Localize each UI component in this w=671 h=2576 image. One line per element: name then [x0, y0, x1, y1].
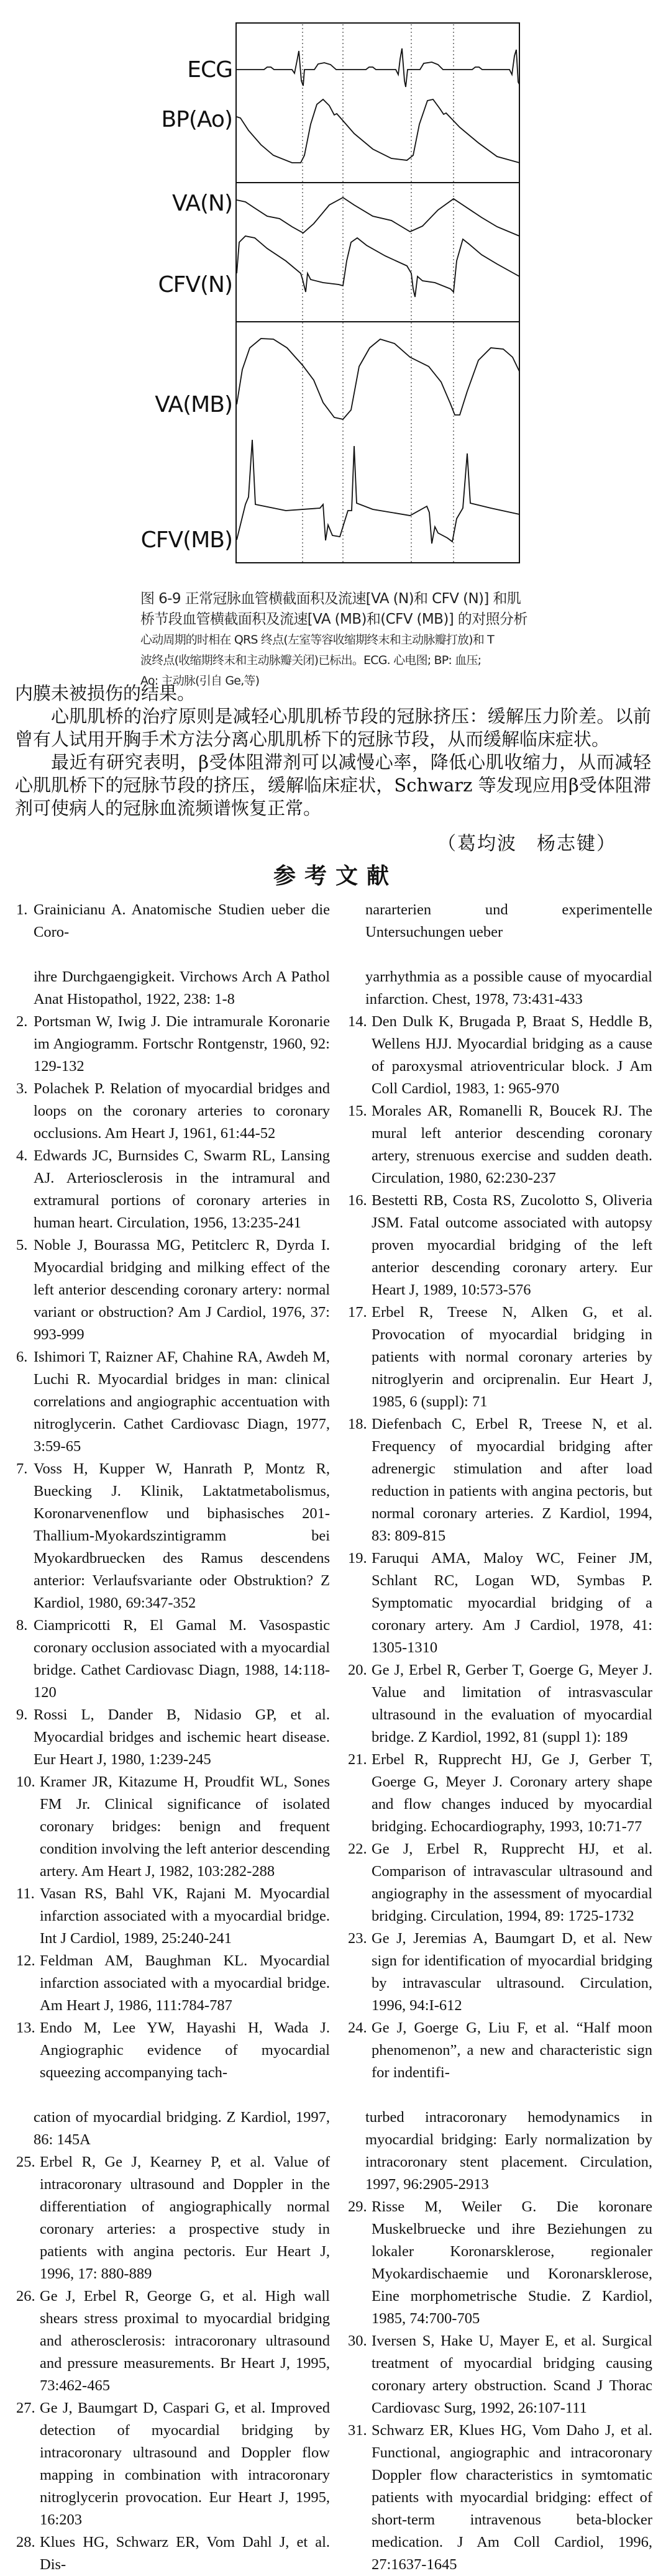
caption-line: 图 6-9 正常冠脉血管横截面积及流速[VA (N)和 CFV (N)] 和肌	[140, 591, 521, 607]
reference-item	[348, 899, 652, 944]
reference-number: 3.	[16, 1080, 28, 1097]
reference-text: Ishimori T, Raizner AF, Chahine RA, Awdeh M, Luchi R. Myocardial bridges in man: clinical correlations and angiographic accentuation with nitroglycerin. Cathet Cardiovasc Diagn, 1977, 3:59-65	[34, 1349, 330, 1455]
reference-text: Faruqui AMA, Maloy WC, Feiner JM, Schlant RC, Logan WD, Symbas P. Symptomatic myocardial bridging of a coronary artery. Am J Cardiol, 1978, 41: 1305-1310	[372, 1550, 652, 1656]
reference-number: 19.	[348, 1550, 367, 1567]
reference-number: 24.	[348, 2019, 367, 2036]
column-break-gap	[16, 2084, 330, 2106]
reference-text: Erbel R, Treese N, Alken G, et al. Provocation of myocardial bridging in patients with normal coronary arteries by nitroglyerin and orciprenalin. Eur Heart J, 1985, 6 (suppl): 71	[372, 1304, 652, 1410]
reference-item	[16, 1704, 330, 1771]
reference-text: yarrhythmia as a possible cause of myocardial infarction. Chest, 1978, 73:431-433	[365, 968, 652, 1008]
va-mb-trace	[237, 339, 519, 419]
reference-number: 22.	[348, 1841, 367, 1857]
reference-text: Vasan RS, Bahl VK, Rajani M. Myocardial infarction associated with a myocardial bridge. Int J Cardiol, 1989, 25:240-241	[40, 1885, 330, 1947]
reference-text: Grainicianu A. Anatomische Studien ueber die Coro-	[34, 901, 330, 940]
reference-item	[348, 2196, 652, 2330]
reference-text: Klues HG, Schwarz ER, Vom Dahl J, et al. Dis-	[40, 2534, 330, 2573]
reference-item	[348, 1100, 652, 1190]
reference-item	[348, 1749, 652, 1838]
column-break-gap	[16, 944, 330, 966]
reference-number: 25.	[16, 2154, 35, 2170]
reference-item	[348, 1659, 652, 1749]
reference-item	[16, 2397, 330, 2531]
reference-text: Endo M, Lee YW, Hayashi H, Wada J. Angiographic evidence of myocardial squeezing accompanying tach-	[40, 2019, 330, 2081]
va-n-trace	[237, 198, 519, 236]
ecg-trace	[237, 48, 519, 87]
reference-item	[16, 1614, 330, 1704]
caption-line: 心动周期的时相在 QRS 终点(左室等容收缩期终末和主动脉瓣打放)和 T	[140, 633, 494, 647]
reference-number: 27.	[16, 2400, 35, 2416]
reference-number: 7.	[16, 1460, 28, 1477]
references-heading: 参考文献	[273, 863, 398, 889]
reference-item	[16, 2106, 330, 2151]
trace-label-bp-ao: BP(Ao)	[161, 107, 232, 132]
reference-text: Risse M, Weiler G. Die koronare Muskelbruecke und ihre Beziehungen zu lokaler Koronarsklerose, regionaler Myokardischaemie und Koronarsklerose, Eine morphometrische Studie. Z Kardiol, 1985, 74:700-705	[372, 2198, 652, 2327]
reference-text: Noble J, Bourassa MG, Petitclerc R, Dyrda I. Myocardial bridging and milking effect of the left anterior descending coronary artery: normal variant or obstruction? Am J Cardiol, 1976, 37: 993-999	[34, 1237, 330, 1343]
reference-number: 17.	[348, 1304, 367, 1321]
figure-6-9	[0, 0, 671, 568]
phase-marker-lines	[303, 24, 454, 563]
reference-item	[16, 1078, 330, 1145]
reference-item	[16, 1883, 330, 1950]
reference-item	[348, 2330, 652, 2419]
paragraph: 内膜未被损伤的结果。	[15, 683, 196, 704]
reference-text: Polachek P. Relation of myocardial bridges and loops on the coronary arteries to coronary occlusions. Am Heart J, 1961, 61:44-52	[34, 1080, 330, 1142]
reference-number: 26.	[16, 2288, 35, 2305]
reference-text: ihre Durchgaengigkeit. Virchows Arch A Pathol Anat Histopathol, 1922, 238: 1-8	[34, 968, 330, 1008]
caption-line: Ao: 主动脉(引自 Ge,等)	[140, 674, 260, 688]
reference-item	[16, 1145, 330, 1234]
figure-frame	[236, 23, 519, 563]
reference-text: Ge J, Goerge G, Liu F, et al. “Half moon phenomenon”, a new and characteristic sign for indentifi-	[372, 2019, 652, 2081]
reference-text: Feldman AM, Baughman KL. Myocardial infarction associated with a myocardial bridge. Am Heart J, 1986, 111:784-787	[40, 1952, 330, 2014]
reference-text: Den Dulk K, Brugada P, Braat S, Heddle B, Wellens HJJ. Myocardial bridging as a cause of paroxysmal atrioventricular block. J Am Coll Cardiol, 1983, 1: 965-970	[372, 1013, 652, 1097]
reference-item	[16, 2531, 330, 2576]
reference-text: Edwards JC, Burnsides C, Swarm RL, Lansing AJ. Arteriosclerosis in the intramural and extramural portions of coronary arteries in human heart. Circulation, 1956, 13:235-241	[34, 1147, 330, 1231]
reference-item	[16, 1458, 330, 1614]
reference-number: 28.	[16, 2534, 35, 2551]
caption-line: 桥节段血管横截面积及流速[VA (MB)和(CFV (MB)] 的对照分析	[140, 611, 527, 627]
references-right-column	[348, 899, 652, 2576]
reference-item	[348, 1927, 652, 2017]
reference-text: Ge J, Jeremias A, Baumgart D, et al. New sign for identification of myocardial bridging by intravascular ultrasound. Circulation, 1996, 94:I-612	[372, 1930, 652, 2014]
waveform-plot	[0, 0, 671, 568]
trace-label-cfv-n: CFV(N)	[158, 272, 232, 298]
cfv-n-trace	[237, 236, 519, 297]
body-text	[15, 682, 651, 820]
reference-item	[348, 1011, 652, 1100]
reference-text: Ciampricotti R, El Gamal M. Vasospastic coronary occlusion associated with a myocardial bridge. Cathet Cardiovasc Diagn, 1988, 14:118-120	[34, 1617, 330, 1701]
reference-item	[16, 1771, 330, 1883]
column-break-gap	[348, 944, 652, 966]
reference-text: turbed intracoronary hemodynamics in myocardial bridging: Early normalization by intracoronary stent placement. Circulation, 1997, 96:2905-2913	[365, 2109, 652, 2193]
reference-number: 29.	[348, 2198, 367, 2215]
reference-item	[348, 966, 652, 1011]
references-left-column	[16, 899, 330, 2576]
reference-item	[348, 2017, 652, 2084]
reference-item	[348, 2106, 652, 2196]
reference-text: Bestetti RB, Costa RS, Zucolotto S, Oliveria JSM. Fatal outcome associated with autopsy proven myocardial bridging of the left anterior descending coronary artery. Eur Heart J, 1989, 10:573-576	[372, 1192, 652, 1298]
reference-text: Schwarz ER, Klues HG, Vom Daho J, et al. Functional, angiographic and intracoronary Doppler flow characteristics in symtomatic patients with myocardial bridging: effect of short-term intravenous beta-blocker medication. J Am Coll Cardiol, 1996, 27:1637-1645	[372, 2422, 652, 2573]
reference-item	[348, 1838, 652, 1927]
reference-number: 9.	[16, 1706, 28, 1723]
reference-text: Morales AR, Romanelli R, Boucek RJ. The mural left anterior descending coronary artery, strenuous exercise and sudden death. Circulation, 1980, 62:230-237	[372, 1103, 652, 1186]
paragraph: 心肌肌桥的治疗原则是减轻心肌肌桥节段的冠脉挤压：缓解压力阶差。以前曾有人试用开胸手术方法分离心肌肌桥下的冠脉节段，从而缓解临床症状。	[15, 706, 651, 750]
reference-item	[16, 2285, 330, 2397]
reference-text: nararterien und experimentelle Untersuchungen ueber	[365, 901, 652, 940]
reference-number: 11.	[16, 1885, 35, 1902]
reference-number: 21.	[348, 1751, 367, 1768]
author-signature: （葛均波 杨志键）	[437, 833, 616, 855]
figure-caption	[140, 589, 526, 691]
reference-number: 23.	[348, 1930, 367, 1947]
trace-label-va-n: VA(N)	[172, 191, 232, 216]
reference-item	[348, 1413, 652, 1547]
reference-number: 12.	[16, 1952, 35, 1969]
reference-number: 30.	[348, 2333, 367, 2349]
reference-text: Erbel R, Rupprecht HJ, Ge J, Gerber T, Goerge G, Meyer J. Coronary artery shape and flow changes induced by myocardial bridging. Echocardiography, 1993, 10:71-77	[372, 1751, 652, 1835]
reference-number: 10.	[16, 1773, 35, 1790]
reference-number: 6.	[16, 1349, 28, 1365]
reference-item	[16, 966, 330, 1011]
column-break-gap	[348, 2084, 652, 2106]
reference-text: Ge J, Erbel R, George G, et al. High wall shears stress proximal to myocardial bridging and atherosclerosis: intracoronary ultrasound and pressure measurements. Br Heart J, 1995, 73:462-465	[40, 2288, 330, 2394]
reference-item	[348, 2419, 652, 2576]
reference-item	[16, 1234, 330, 1346]
reference-item	[16, 1346, 330, 1458]
reference-text: cation of myocardial bridging. Z Kardiol, 1997, 86: 145A	[34, 2109, 330, 2148]
reference-number: 18.	[348, 1416, 367, 1432]
reference-text: Erbel R, Ge J, Kearney P, et al. Value of intracoronary ultrasound and Doppler in the differentiation of angiographically normal coronary arteries: a prospective study in patients with angina pectoris. Eur Heart J, 1996, 17: 880-889	[40, 2154, 330, 2282]
trace-label-ecg: ECG	[187, 57, 232, 83]
reference-text: Ge J, Erbel R, Gerber T, Goerge G, Meyer J. Value and limitation of intrasvascular ultrasound in the evaluation of myocardial bridge. Z Kardiol, 1992, 81 (suppl 1): 189	[372, 1662, 652, 1745]
reference-number: 4.	[16, 1147, 28, 1164]
reference-number: 2.	[16, 1013, 28, 1030]
paragraph: 最近有研究表明，β受体阻滞剂可以减慢心率，降低心肌收缩力，从而减轻心肌肌桥下的冠脉节段的挤压，缓解临床症状，Schwarz 等发现应用β受体阻滞剂可使病人的冠脉血流频谱恢复正常。	[15, 752, 651, 819]
reference-number: 20.	[348, 1662, 367, 1678]
reference-item	[16, 2017, 330, 2084]
reference-text: Portsman W, Iwig J. Die intramurale Koronarie im Angiogramm. Fortschr Rontgenstr, 1960, 92: 129-132	[34, 1013, 330, 1075]
reference-number: 8.	[16, 1617, 28, 1634]
reference-item	[16, 899, 330, 944]
reference-item	[348, 1190, 652, 1301]
reference-text: Ge J, Baumgart D, Caspari G, et al. Improved detection of myocardial bridging by intracoronary ultrasound and Doppler flow mapping in combination with intracoronary nitroglycerin provocation. Eur Heart J, 1995, 16:203	[40, 2400, 330, 2528]
reference-text: Iversen S, Hake U, Mayer E, et al. Surgical treatment of myocardial bridging causing coronary artery obstruction. Scand J Thorac Cardiovasc Surg, 1992, 26:107-111	[372, 2333, 652, 2416]
reference-number: 31.	[348, 2422, 367, 2439]
reference-text: Rossi L, Dander B, Nidasio GP, et al. Myocardial bridges and ischemic heart disease. Eur Heart J, 1980, 1:239-245	[34, 1706, 330, 1768]
cfv-mb-trace	[237, 440, 519, 544]
reference-number: 14.	[348, 1013, 367, 1030]
reference-item	[16, 1011, 330, 1078]
reference-number: 13.	[16, 2019, 35, 2036]
reference-number: 16.	[348, 1192, 367, 1209]
trace-label-cfv-mb: CFV(MB)	[140, 527, 232, 553]
reference-item	[348, 1301, 652, 1413]
reference-number: 15.	[348, 1103, 367, 1119]
reference-text: Ge J, Erbel R, Rupprecht HJ, et al. Comparison of intravascular ultrasound and angiography in the assessment of myocardial bridging. Circulation, 1994, 89: 1725-1732	[372, 1841, 652, 1924]
reference-number: 5.	[16, 1237, 28, 1254]
reference-text: Diefenbach C, Erbel R, Treese N, et al. Frequency of myocardial bridging after adrenergic stimulation and after load reduction in patients with angina pectoris, but normal coronary arteries. Z Kardiol, 1994, 83: 809-815	[372, 1416, 652, 1544]
reference-number: 1.	[16, 901, 28, 918]
reference-item	[16, 1950, 330, 2017]
reference-item	[16, 2151, 330, 2285]
reference-text: Kramer JR, Kitazume H, Proudfit WL, Sones FM Jr. Clinical significance of isolated coronary bridges: benign and frequent condition involving the left anterior descending artery. Am Heart J, 1982, 103:282-288	[40, 1773, 330, 1880]
bp-ao-trace	[237, 99, 519, 163]
trace-label-va-mb: VA(MB)	[155, 392, 232, 417]
reference-item	[348, 1547, 652, 1659]
caption-line: 波终点(收缩期终末和主动脉瓣关闭)已标出。ECG. 心电图; BP: 血压;	[140, 653, 482, 667]
reference-text: Voss H, Kupper W, Hanrath P, Montz R, Buecking J. Klinik, Laktatmetabolismus, Koronarvenenflow und biphasisches 201-Thallium-Myokardszintigramm bei Myokardbruecken des Ramus descendens anterior: Verlaufsvariante oder Obstruktion? Z Kardiol, 1980, 69:347-352	[34, 1460, 330, 1611]
